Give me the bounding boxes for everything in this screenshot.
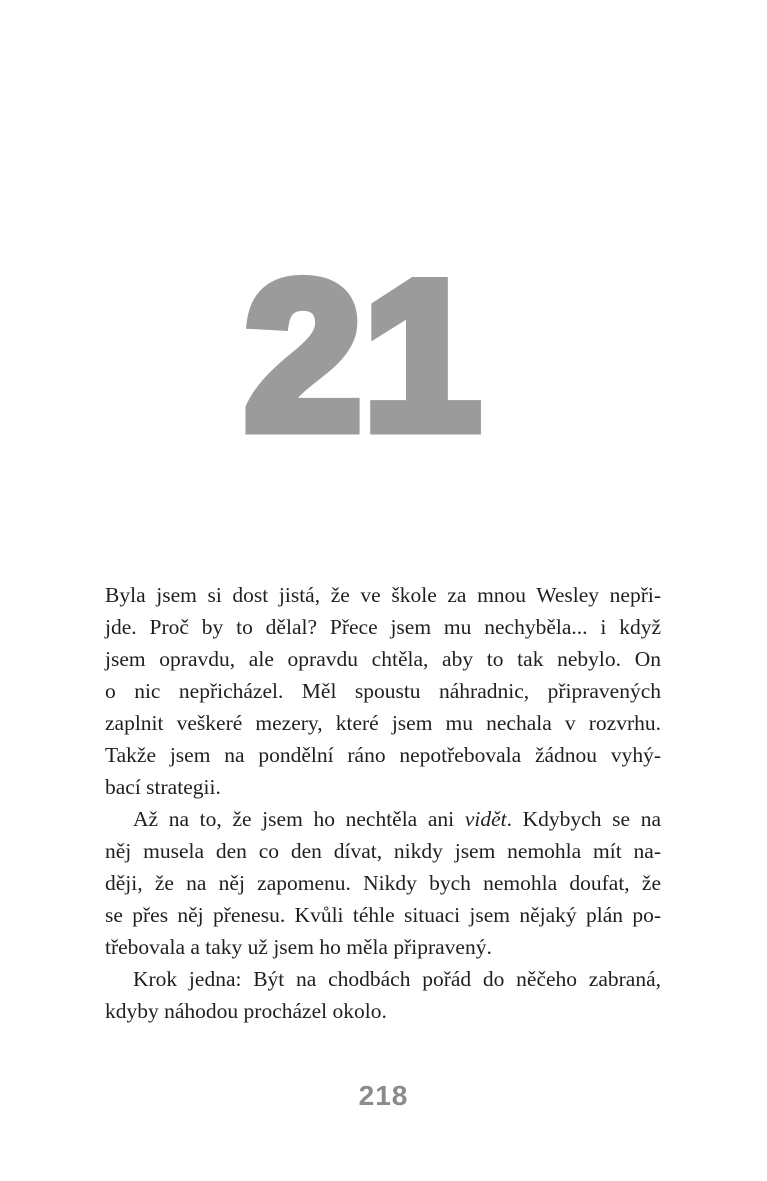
text-segment: bací strategii. <box>105 775 221 799</box>
chapter-number: 21 <box>244 238 483 473</box>
body-text <box>105 579 661 1027</box>
text-line <box>105 963 661 995</box>
text-line <box>105 643 661 675</box>
text-segment: kdyby náhodou procházel okolo. <box>105 999 387 1023</box>
text-segment: ději, že na něj zapomenu. Nikdy bych nemohla doufat, že <box>105 871 661 895</box>
paragraph <box>105 803 661 963</box>
text-segment: . Kdybych se na <box>506 807 661 831</box>
page-number: 218 <box>358 1080 409 1111</box>
text-line <box>105 931 661 963</box>
text-line <box>105 867 661 899</box>
text-line <box>105 995 661 1027</box>
text-segment: Krok jedna: Být na chodbách pořád do něčeho zabraná, <box>133 967 661 991</box>
text-line <box>105 803 661 835</box>
text-line <box>105 771 661 803</box>
paragraph <box>105 579 661 803</box>
text-line <box>105 707 661 739</box>
text-line <box>105 675 661 707</box>
text-segment: Byla jsem si dost jistá, že ve škole za mnou Wesley nepři- <box>105 583 661 607</box>
text-segment: jsem opravdu, ale opravdu chtěla, aby to tak nebylo. On <box>105 647 661 671</box>
paragraph <box>105 963 661 1027</box>
text-line <box>105 899 661 931</box>
text-line <box>105 611 661 643</box>
italic-text: vidět <box>464 807 507 831</box>
text-segment: o nic nepřicházel. Měl spoustu náhradnic, připravených <box>105 679 661 703</box>
text-segment: zaplnit veškeré mezery, které jsem mu nechala v rozvrhu. <box>105 711 661 735</box>
text-segment: se přes něj přenesu. Kvůli téhle situaci jsem nějaký plán po- <box>105 903 661 927</box>
text-segment: Takže jsem na pondělní ráno nepotřebovala žádnou vyhý- <box>105 743 661 767</box>
text-segment: něj musela den co den dívat, nikdy jsem nemohla mít na- <box>105 839 661 863</box>
text-line <box>105 739 661 771</box>
text-segment: jde. Proč by to dělal? Přece jsem mu nechyběla... i když <box>105 615 661 639</box>
text-line <box>105 579 661 611</box>
text-line <box>105 835 661 867</box>
text-segment: Až na to, že jsem ho nechtěla ani <box>133 807 465 831</box>
text-segment: třebovala a taky už jsem ho měla připravený. <box>105 935 492 959</box>
